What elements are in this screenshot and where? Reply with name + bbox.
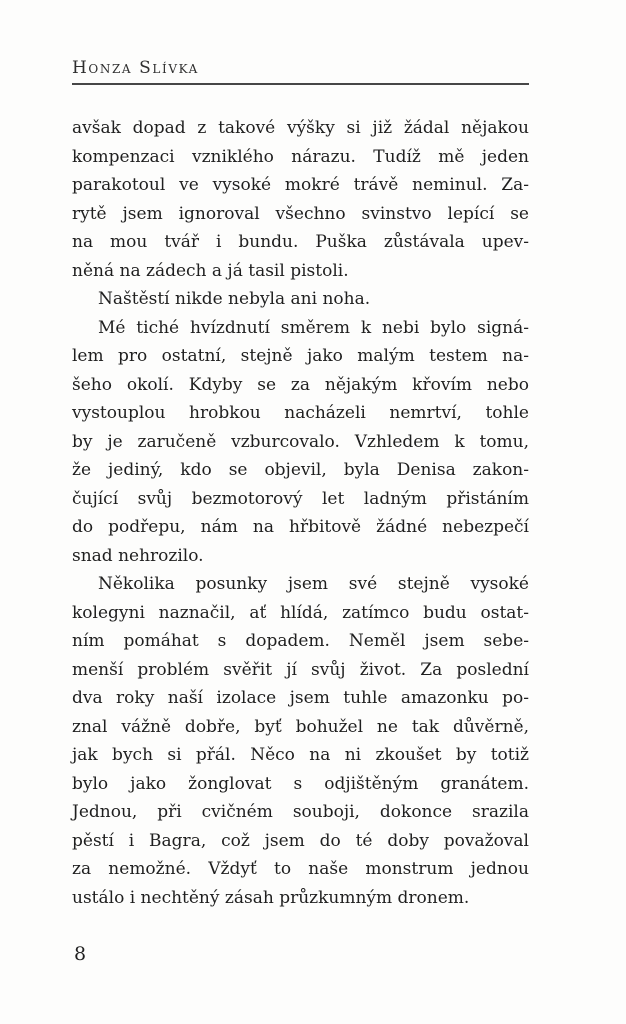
text-line: menší problém svěřit jí svůj život. Za poslední bbox=[72, 659, 529, 680]
text-line: na mou tvář i bundu. Puška zůstávala upev- bbox=[72, 232, 529, 252]
text-line: jak bych si přál. Něco na ni zkoušet by totiž bbox=[72, 745, 529, 765]
author-name: Honza Slívka bbox=[72, 58, 199, 78]
text-line: kompenzaci vzniklého nárazu. Tudíž mě jeden bbox=[72, 146, 529, 167]
body-text bbox=[72, 114, 529, 912]
text-line: ním pomáhat s dopadem. Neměl jsem sebe- bbox=[72, 631, 529, 651]
text-line: kolegyni naznačil, ať hlídá, zatímco budu ostat- bbox=[72, 602, 529, 623]
text-line: za nemožné. Vždyť to naše monstrum jednou bbox=[72, 859, 529, 879]
text-line: Naštěstí nikde nebyla ani noha. bbox=[98, 289, 371, 309]
header-rule bbox=[72, 83, 529, 85]
text-line: parakotoul ve vysoké mokré trávě neminul. Za- bbox=[72, 175, 529, 195]
text-line: vystouplou hrobkou nacházeli nemrtví, tohle bbox=[72, 403, 529, 423]
text-line: znal vážně dobře, byť bohužel ne tak důvěrně, bbox=[72, 716, 529, 737]
text-line: Jednou, při cvičném souboji, dokonce srazila bbox=[72, 802, 529, 822]
text-line: ustálo i nechtěný zásah průzkumným dronem. bbox=[72, 887, 470, 908]
text-line: avšak dopad z takové výšky si již žádal nějakou bbox=[72, 118, 529, 138]
text-line: snad nehrozilo. bbox=[72, 545, 204, 566]
text-line: Několika posunky jsem své stejně vysoké bbox=[98, 574, 529, 594]
text-line: rytě jsem ignoroval všechno svinstvo lepící se bbox=[72, 203, 529, 224]
text-line: něná na zádech a já tasil pistoli. bbox=[72, 260, 349, 281]
text-line: že jediný, kdo se objevil, byla Denisa zakon- bbox=[72, 460, 529, 480]
text-line: lem pro ostatní, stejně jako malým testem na- bbox=[72, 346, 529, 366]
text-line: bylo jako žonglovat s odjištěným granátem. bbox=[72, 773, 529, 794]
text-line: čující svůj bezmotorový let ladným přistáním bbox=[72, 488, 529, 509]
running-header bbox=[72, 58, 529, 85]
text-line: Mé tiché hvízdnutí směrem k nebi bylo signá- bbox=[98, 317, 529, 338]
text-line: šeho okolí. Kdyby se za nějakým křovím nebo bbox=[72, 374, 529, 395]
text-line: do podřepu, nám na hřbitově žádné nebezpečí bbox=[72, 517, 529, 537]
page-number: 8 bbox=[74, 943, 87, 965]
text-line: by je zaručeně vzburcovalo. Vzhledem k tomu, bbox=[72, 431, 529, 452]
text-line: pěstí i Bagra, což jsem do té doby považoval bbox=[72, 830, 529, 851]
text-line: dva roky naší izolace jsem tuhle amazonku po- bbox=[72, 688, 529, 708]
